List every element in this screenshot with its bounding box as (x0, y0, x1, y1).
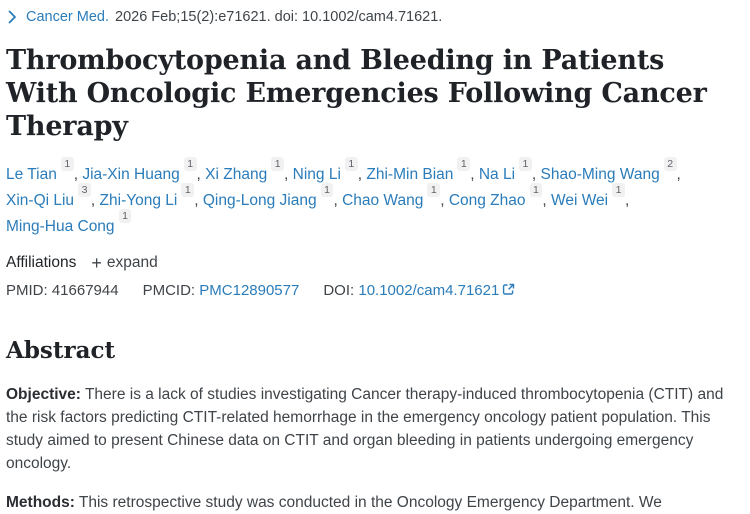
affiliation-badge: 1 (119, 209, 132, 223)
author-link[interactable]: Zhi-Min Bian (366, 165, 454, 183)
pmid-label: PMID: (6, 281, 48, 299)
citation-text: 2026 Feb;15(2):e71621. doi: 10.1002/cam4.71621. (115, 9, 443, 25)
affiliation-badge: 1 (457, 157, 470, 171)
author-link[interactable]: Xin-Qi Liu (6, 191, 75, 209)
plus-icon: + (91, 252, 102, 273)
abstract-objective-paragraph (6, 383, 736, 475)
affiliation-badge: 3 (78, 183, 91, 197)
affiliation-badge: 1 (61, 157, 74, 171)
affiliation-badge: 1 (184, 157, 197, 171)
author: Jia-Xin Huang$^1$, (82, 157, 201, 183)
author: Ning Li$^1$, (292, 157, 363, 183)
journal-citation-bar (6, 9, 740, 25)
author: Wei Wei$^1$, (550, 183, 630, 209)
affiliations-row (6, 253, 740, 274)
affiliations-label: Affiliations (6, 254, 77, 272)
author-link[interactable]: Qing-Long Jiang (202, 191, 317, 209)
author-link[interactable]: Shao-Ming Wang (540, 165, 660, 183)
affiliation-badge: 1 (181, 183, 194, 197)
author: Chao Wang$^1$, (342, 183, 445, 209)
abstract-section-text: This retrospective study was conducted in the Oncology Emergency Department. We (78, 494, 662, 512)
author: Zhi-Yong Li$^1$, (99, 183, 199, 209)
author: Le Tian$^1$, (6, 157, 79, 183)
author: Qing-Long Jiang$^1$, (202, 183, 338, 209)
affiliation-badge: 1 (345, 157, 358, 171)
author-link[interactable]: Zhi-Yong Li (99, 191, 178, 209)
pmcid-link[interactable]: PMC12890577 (199, 281, 300, 299)
author-link[interactable]: Jia-Xin Huang (82, 165, 180, 183)
authors-list (6, 157, 740, 240)
abstract-methods-paragraph (6, 491, 736, 514)
expand-label: expand (106, 254, 158, 272)
external-link-icon (502, 283, 515, 300)
abstract-heading: Abstract (6, 336, 116, 364)
journal-link[interactable]: Cancer Med. (26, 9, 110, 25)
author-link[interactable]: Xi Zhang (205, 165, 268, 183)
author-link[interactable]: Cong Zhao (448, 191, 526, 209)
pmcid-label: PMCID: (142, 281, 196, 299)
author-link[interactable]: Chao Wang (342, 191, 424, 209)
author (6, 209, 131, 235)
author: Xi Zhang$^1$, (205, 157, 289, 183)
chevron-right-icon (8, 10, 17, 24)
identifiers-row (6, 282, 740, 300)
author-link[interactable]: Ning Li (292, 165, 341, 183)
author-link[interactable]: Wei Wei (550, 191, 609, 209)
author: Zhi-Min Bian$^1$, (366, 157, 475, 183)
affiliation-badge: 1 (612, 183, 625, 197)
doi-link[interactable]: 10.1002/cam4.71621 (358, 281, 500, 299)
author: Na Li$^1$, (478, 157, 537, 183)
affiliation-badge: 2 (664, 157, 677, 171)
doi-label: DOI: (323, 281, 355, 299)
pmid-value: 41667944 (51, 281, 119, 299)
author: Shao-Ming Wang$^2$, (540, 157, 681, 183)
pmcid-group (143, 282, 300, 299)
affiliation-badge: 1 (271, 157, 284, 171)
abstract-section-label: Methods: (6, 494, 75, 512)
expand-affiliations-button[interactable] (91, 253, 157, 274)
affiliation-badge: 1 (519, 157, 532, 171)
author-link[interactable]: Ming-Hua Cong (6, 217, 115, 235)
abstract-section-text: There is a lack of studies investigating Cancer therapy-induced thrombocytopenia (CTIT) and the risk factors predicting CTIT-related hemorrhage in the emergency oncology patient population. This study aimed to present Chinese data on CTIT and organ bleeding in patients undergoing emergency oncology. (6, 385, 724, 473)
author: Cong Zhao$^1$, (448, 183, 547, 209)
abstract-section-label: Objective: (6, 385, 81, 403)
affiliation-badge: 1 (530, 183, 543, 197)
author-link[interactable]: Le Tian (6, 165, 57, 183)
author-link[interactable]: Na Li (478, 165, 516, 183)
affiliation-badge: 1 (321, 183, 334, 197)
article-title: Thrombocytopenia and Bleeding in Patients With Oncologic Emergencies Following Cancer Therapy (6, 45, 707, 143)
affiliation-badge: 1 (427, 183, 440, 197)
pmid-group (6, 282, 119, 299)
author: Xin-Qi Liu$^3$, (6, 183, 96, 209)
doi-group (323, 282, 515, 299)
